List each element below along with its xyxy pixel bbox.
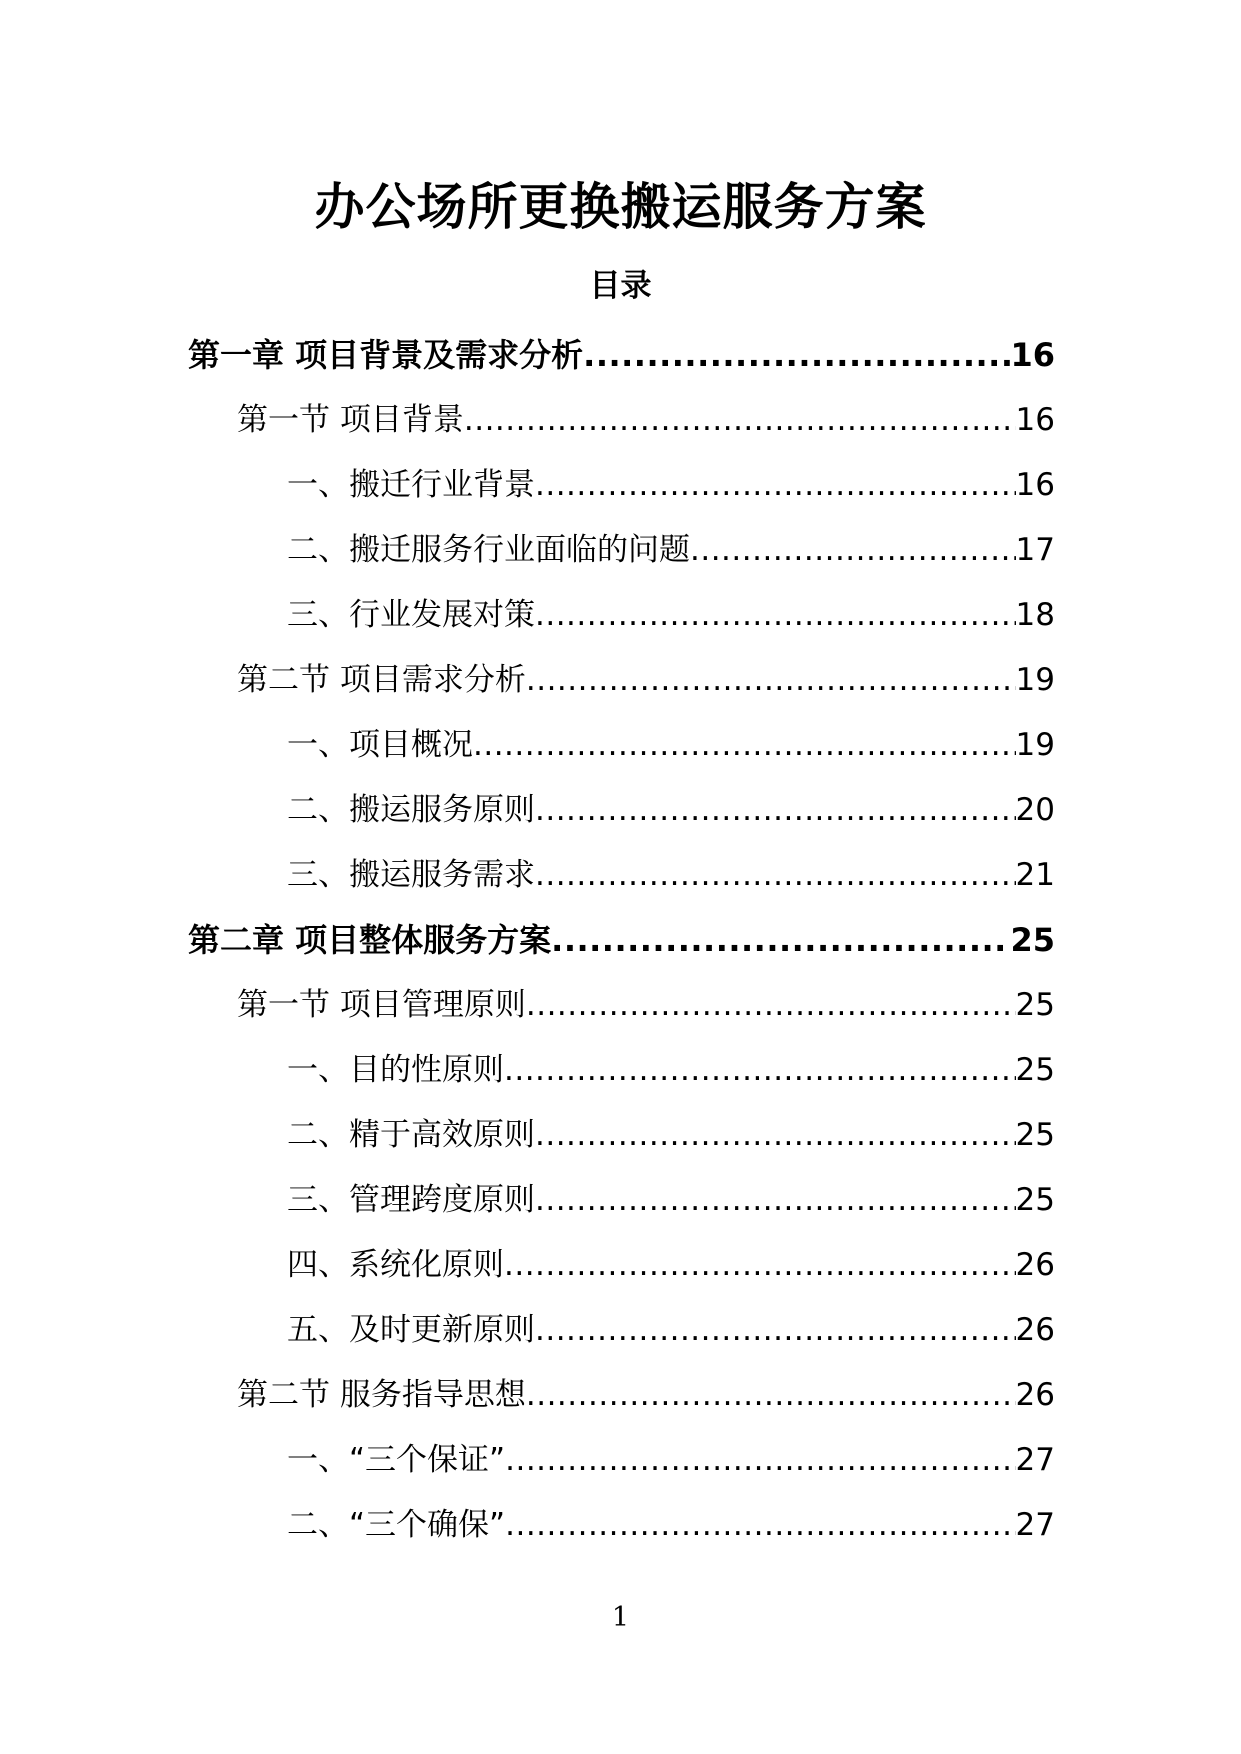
- toc-entry-label: 二、搬运服务原则: [287, 792, 535, 828]
- toc-entry-label: 三、搬运服务需求: [287, 857, 535, 893]
- toc-heading: 目录: [589, 268, 652, 304]
- toc-entry-label: 四、系统化原则: [287, 1247, 504, 1283]
- toc-leader-dots: [473, 720, 1016, 770]
- toc-leader-dots: [535, 785, 1016, 835]
- toc-entry-page: 20: [1015, 792, 1055, 828]
- toc-entry-label: 一、搬迁行业背景: [287, 467, 535, 503]
- toc-entry-label: 五、及时更新原则: [287, 1312, 535, 1348]
- toc-leader-dots: [535, 1175, 1016, 1225]
- toc-entry-page: 25: [1015, 1052, 1055, 1088]
- toc-entry-label: 第二章 项目整体服务方案: [188, 921, 552, 959]
- document-title: 办公场所更换搬运服务方案: [314, 178, 927, 236]
- toc-entry-section[interactable]: [237, 395, 1055, 445]
- toc-entry-item[interactable]: [287, 1435, 1055, 1485]
- toc-entry-item[interactable]: [287, 1175, 1055, 1225]
- toc-leader-dots: [526, 1370, 1016, 1420]
- toc-leader-dots: [535, 850, 1016, 900]
- toc-entry-page: 16: [1015, 402, 1055, 438]
- toc-entry-item[interactable]: [287, 720, 1055, 770]
- toc-entry-item[interactable]: [287, 1045, 1055, 1095]
- toc-entry-label: 一、“三个保证”: [287, 1442, 506, 1478]
- toc-entry-item[interactable]: [287, 1305, 1055, 1355]
- toc-leader-dots: [535, 1110, 1016, 1160]
- toc-entry-page: 19: [1015, 662, 1055, 698]
- toc-leader-dots: [504, 1240, 1016, 1290]
- toc-entry-label: 二、精于高效原则: [287, 1117, 535, 1153]
- toc-entry-page: 27: [1015, 1507, 1055, 1543]
- toc-entry-label: 第一节 项目背景: [237, 402, 464, 438]
- toc-entry-label: 第二节 服务指导思想: [237, 1377, 526, 1413]
- toc-leader-dots: [583, 330, 1010, 380]
- toc-leader-dots: [505, 1435, 1015, 1485]
- toc-entry-label: 第二节 项目需求分析: [237, 662, 526, 698]
- toc-entry-label: 三、行业发展对策: [287, 597, 535, 633]
- toc-entry-page: 27: [1015, 1442, 1055, 1478]
- toc-leader-dots: [690, 525, 1016, 575]
- toc-leader-dots: [464, 395, 1016, 445]
- toc-leader-dots: [535, 460, 1016, 510]
- toc-entry-label: 第一章 项目背景及需求分析: [188, 336, 584, 374]
- toc-entry-page: 25: [1015, 1182, 1055, 1218]
- toc-entry-page: 25: [1015, 987, 1055, 1023]
- toc-entry-page: 26: [1015, 1377, 1055, 1413]
- toc-entry-page: 17: [1015, 532, 1055, 568]
- toc-entry-page: 16: [1015, 467, 1055, 503]
- toc-entry-section[interactable]: [237, 655, 1055, 705]
- toc-entry-label: 一、项目概况: [287, 727, 473, 763]
- toc-leader-dots: [535, 1305, 1016, 1355]
- toc-entry-item[interactable]: [287, 590, 1055, 640]
- toc-leader-dots: [505, 1500, 1015, 1550]
- toc-entry-label: 二、搬迁服务行业面临的问题: [287, 532, 690, 568]
- toc-entry-page: 21: [1015, 857, 1055, 893]
- toc-entry-page: 26: [1015, 1312, 1055, 1348]
- toc-entry-section[interactable]: [237, 980, 1055, 1030]
- toc-entry-page: 26: [1015, 1247, 1055, 1283]
- toc-entry-item[interactable]: [287, 1500, 1055, 1550]
- toc-entry-item[interactable]: [287, 1110, 1055, 1160]
- toc-entry-label: 一、目的性原则: [287, 1052, 504, 1088]
- toc-leader-dots: [526, 655, 1016, 705]
- toc-entry-label: 二、“三个确保”: [287, 1507, 506, 1543]
- toc-entry-item[interactable]: [287, 525, 1055, 575]
- toc-leader-dots: [551, 915, 1010, 965]
- toc-entry-label: 第一节 项目管理原则: [237, 987, 526, 1023]
- toc-entry-page: 16: [1010, 336, 1055, 374]
- toc-entry-chapter[interactable]: [188, 915, 1055, 965]
- toc-leader-dots: [504, 1045, 1016, 1095]
- toc-entry-item[interactable]: [287, 460, 1055, 510]
- toc-entry-label: 三、管理跨度原则: [287, 1182, 535, 1218]
- toc-leader-dots: [526, 980, 1016, 1030]
- toc-entry-page: 18: [1015, 597, 1055, 633]
- toc-leader-dots: [535, 590, 1016, 640]
- toc-entry-item[interactable]: [287, 785, 1055, 835]
- toc-entry-item[interactable]: [287, 1240, 1055, 1290]
- toc-entry-section[interactable]: [237, 1370, 1055, 1420]
- toc-entry-page: 25: [1015, 1117, 1055, 1153]
- toc-entry-page: 25: [1010, 921, 1055, 959]
- toc-entry-chapter[interactable]: [188, 330, 1055, 380]
- page-number: 1: [611, 1602, 630, 1633]
- toc-entry-page: 19: [1015, 727, 1055, 763]
- toc-entry-item[interactable]: [287, 850, 1055, 900]
